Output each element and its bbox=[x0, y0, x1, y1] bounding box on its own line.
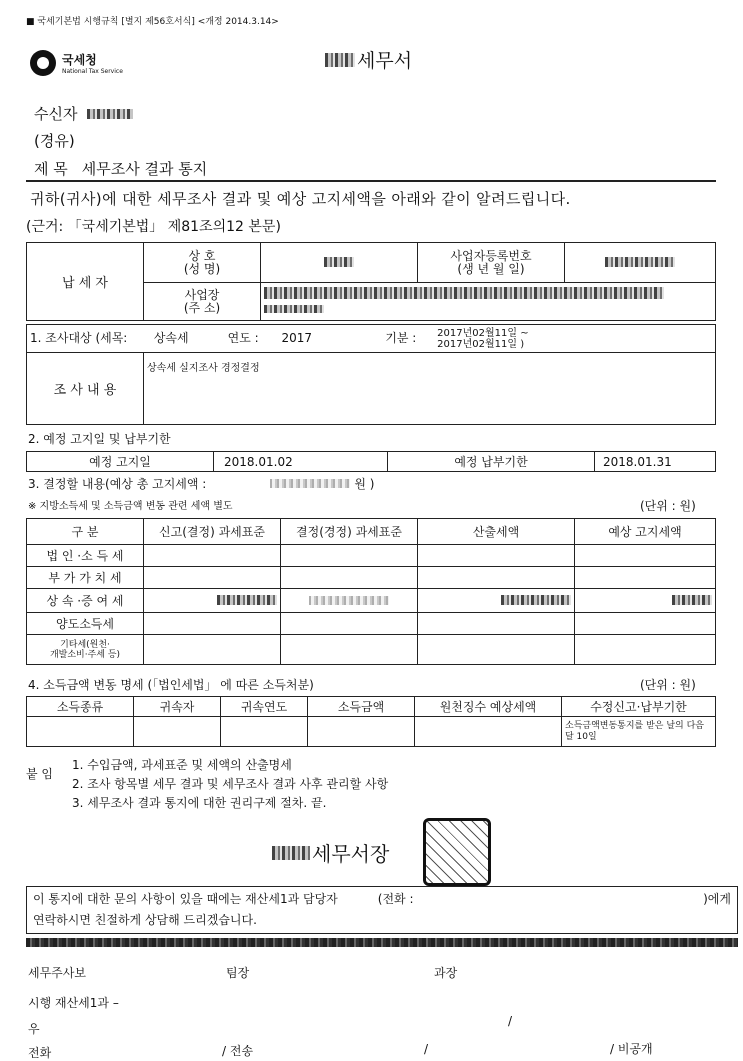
logo-subtitle: National Tax Service bbox=[62, 68, 123, 75]
redacted-office-name bbox=[272, 846, 310, 860]
name-value bbox=[261, 243, 418, 283]
footer-section-chief: 과장 bbox=[434, 966, 458, 980]
content-label: 조 사 내 용 bbox=[27, 353, 144, 425]
footer-slash-2: / bbox=[424, 1042, 429, 1056]
footer-phone: 전화 bbox=[28, 1046, 52, 1060]
divider-bar bbox=[26, 938, 738, 947]
footer-privacy: / 비공개 bbox=[610, 1042, 653, 1056]
table-row: 양도소득세 bbox=[27, 613, 716, 635]
biz-no-label: 사업자등록번호 (생 년 월 일) bbox=[418, 243, 565, 283]
s4-header-withholding: 원천징수 예상세액 bbox=[415, 697, 562, 717]
contact-suffix: )에게 bbox=[703, 892, 731, 906]
footer-fax: / 전송 bbox=[222, 1044, 254, 1058]
s4-header-year: 귀속연도 bbox=[221, 697, 308, 717]
footer-slash-1: / bbox=[508, 1014, 513, 1028]
taxpayer-table bbox=[26, 242, 716, 321]
section3-title: 3. 결정할 내용(예상 총 고지세액 : 원 ) bbox=[28, 477, 375, 491]
table-row: 기타세(원천· 개발소비·주세 등) bbox=[27, 635, 716, 665]
redacted-office-name bbox=[325, 53, 355, 67]
taxpayer-label: 납 세 자 bbox=[27, 243, 144, 321]
notice-date-label: 예정 고지일 bbox=[27, 452, 214, 472]
attachments-label: 붙 임 bbox=[26, 767, 53, 781]
name-label: 상 호 (성 명) bbox=[144, 243, 261, 283]
recipient-label: 수신자 bbox=[34, 105, 78, 123]
intro-line-2: (근거: 「국세기본법」 제81조의12 본문) bbox=[26, 219, 281, 235]
form-reference: ■ 국세기본법 시행규칙 [별지 제56호서식] <개정 2014.3.14> bbox=[26, 17, 279, 27]
s3-header-expected-tax: 예상 고지세액 bbox=[575, 519, 716, 545]
attachments-list bbox=[72, 756, 388, 813]
subject-text: 세무조사 결과 통지 bbox=[81, 160, 208, 178]
content-value: 상속세 실지조사 경정결정 bbox=[144, 353, 716, 425]
table-row: 상 속 ·증 여 세 bbox=[27, 589, 716, 613]
logo-name: 국세청 bbox=[62, 53, 97, 67]
contact-line-2: 연락하시면 친절하게 상담해 드리겠습니다. bbox=[33, 913, 257, 927]
address-label: 사업장 (주 소) bbox=[144, 283, 261, 321]
section1-table bbox=[26, 324, 716, 425]
section3-unit: (단위 : 원) bbox=[640, 499, 696, 513]
address-value bbox=[261, 283, 716, 321]
subject-divider bbox=[26, 180, 716, 182]
footer-team-lead: 팀장 bbox=[226, 966, 250, 980]
s4-header-amount: 소득금액 bbox=[308, 697, 415, 717]
s3-header-computed-tax: 산출세액 bbox=[418, 519, 575, 545]
s4-header-income-type: 소득종류 bbox=[27, 697, 134, 717]
notice-date-value: 2018.01.02 bbox=[214, 452, 388, 472]
subject-line bbox=[34, 158, 207, 179]
s4-header-deadline: 수정신고·납부기한 bbox=[562, 697, 716, 717]
office-title-text: 세무서 bbox=[357, 50, 413, 72]
section3-note: ※ 지방소득세 및 소득금액 변동 관련 세액 별도 bbox=[28, 501, 233, 512]
section4-title: 4. 소득금액 변동 명세 (「법인세법」 에 따른 소득처분) bbox=[28, 678, 314, 692]
table-row: 법 인 ·소 득 세 bbox=[27, 545, 716, 567]
biz-no-value bbox=[565, 243, 716, 283]
footer-officer: 세무주사보 bbox=[28, 966, 86, 980]
contact-box bbox=[26, 886, 738, 934]
section4-table bbox=[26, 696, 716, 747]
official-seal bbox=[423, 818, 491, 886]
list-item: 1. 수입금액, 과세표준 및 세액의 산출명세 bbox=[72, 758, 292, 772]
list-item: 2. 조사 항목별 세무 결과 및 세무조사 결과 사후 관리할 사항 bbox=[72, 777, 389, 791]
section2-title: 2. 예정 고지일 및 납부기한 bbox=[28, 432, 171, 446]
footer-enforcement: 시행 재산세1과 – bbox=[28, 996, 119, 1010]
s4-header-recipient: 귀속자 bbox=[134, 697, 221, 717]
table-row: 부 가 가 치 세 bbox=[27, 567, 716, 589]
recipient-line bbox=[34, 103, 133, 124]
section1-header: 1. 조사대상 (세목: 상속세 연도 : 2017 기분 : 2017년02월11일 ~ 2017년02월11일 ) bbox=[27, 325, 716, 353]
contact-line-1a: 이 통지에 대한 문의 사항이 있을 때에는 재산세1과 담당자 bbox=[33, 892, 338, 906]
section2-table bbox=[26, 451, 716, 472]
office-title bbox=[325, 46, 412, 73]
subject-label: 제 목 bbox=[34, 160, 68, 178]
s3-header-decided-base: 결정(경정) 과세표준 bbox=[281, 519, 418, 545]
nts-logo bbox=[30, 50, 123, 76]
intro-line-1: 귀하(귀사)에 대한 세무조사 결과 및 예상 고지세액을 아래와 같이 알려드립니다. bbox=[30, 190, 571, 208]
section3-table bbox=[26, 518, 716, 665]
s3-header-reported-base: 신고(결정) 과세표준 bbox=[144, 519, 281, 545]
via-label: (경유) bbox=[34, 132, 75, 150]
due-date-label: 예정 납부기한 bbox=[388, 452, 595, 472]
nts-emblem-icon bbox=[30, 50, 56, 76]
signature-title: 세무서장 bbox=[272, 838, 389, 867]
contact-phone-label: (전화 : bbox=[377, 892, 414, 906]
footer-postal: 우 bbox=[28, 1022, 40, 1036]
redacted-recipient bbox=[87, 109, 133, 119]
section4-unit: (단위 : 원) bbox=[640, 678, 696, 692]
list-item: 3. 세무조사 결과 통지에 대한 권리구제 절차. 끝. bbox=[72, 796, 327, 810]
due-date-value: 2018.01.31 bbox=[595, 452, 716, 472]
table-row: 소득금액변동통지를 받은 날의 다음 달 10일 bbox=[27, 717, 716, 747]
s3-header-category: 구 분 bbox=[27, 519, 144, 545]
